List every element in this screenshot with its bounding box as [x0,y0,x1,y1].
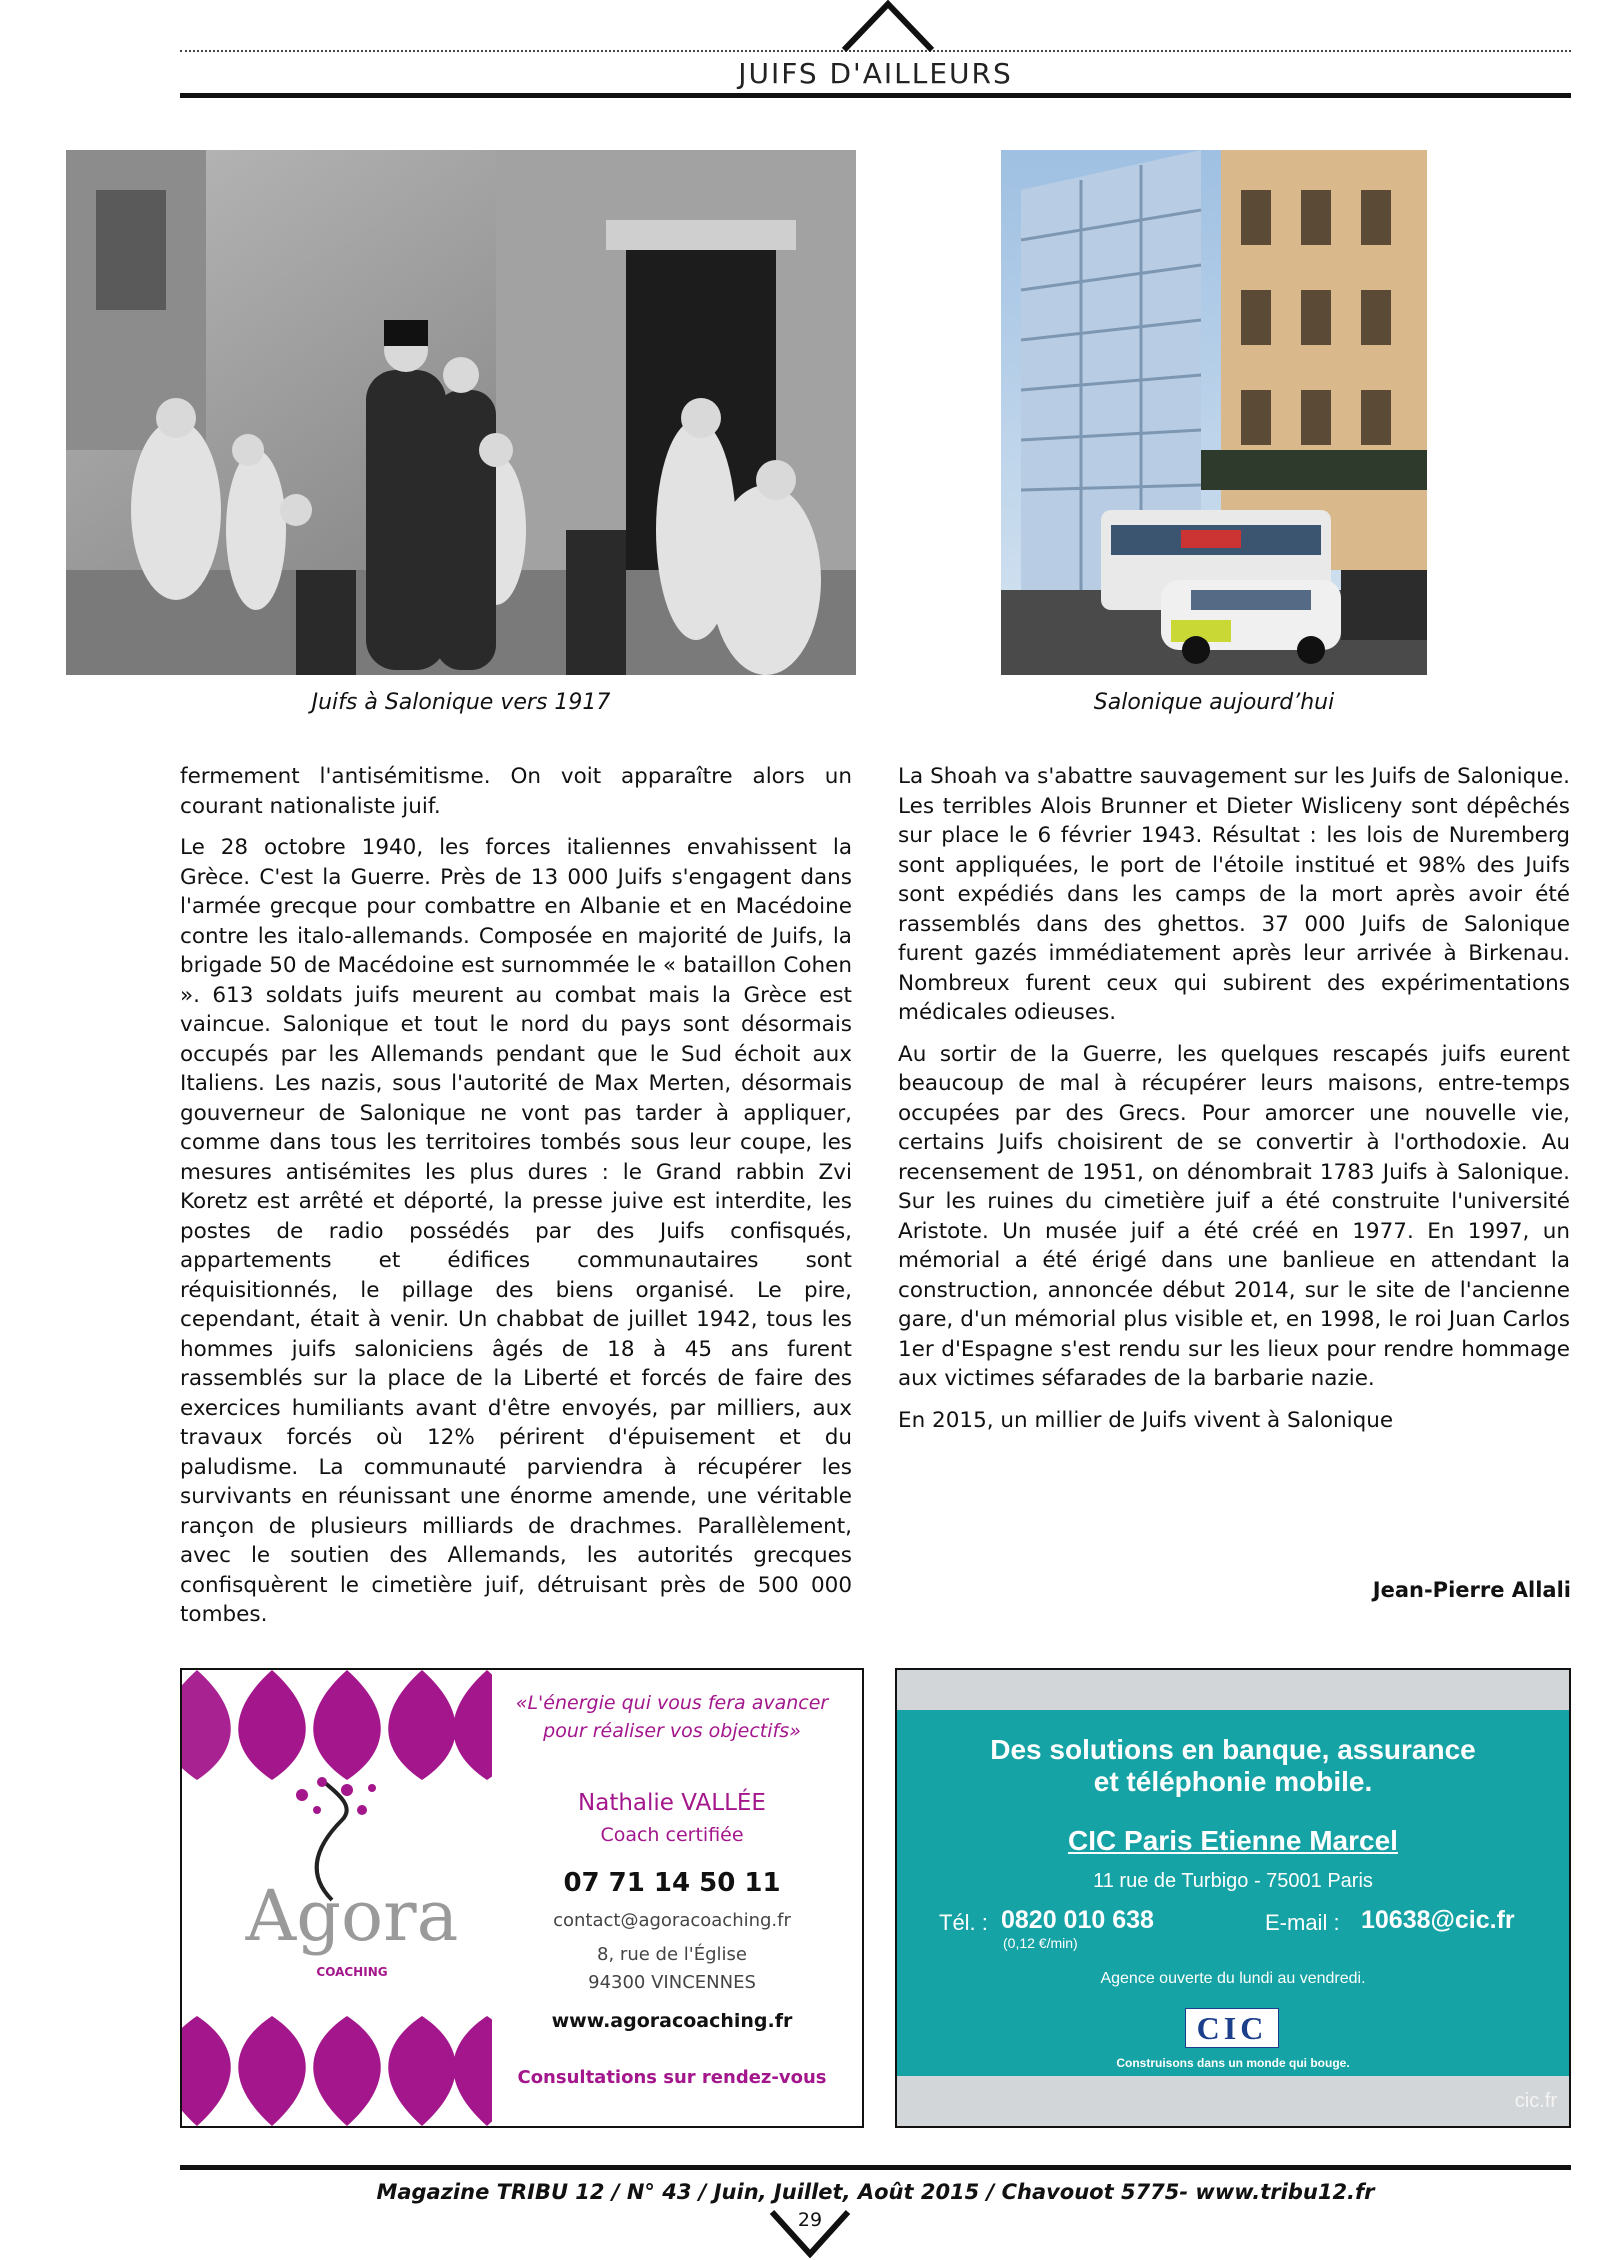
agora-quote-line1: «L'énergie qui vous fera avancer [515,1692,829,1714]
paragraph: fermement l'antisémitisme. On voit apparaître alors un courant nationaliste juif. [180,764,852,819]
cic-slogan: Construisons dans un monde qui bouge. [1116,2056,1350,2070]
agora-coaching-ad [180,1668,864,2128]
paragraph: Le 28 octobre 1940, les forces italiennes envahissent la Grèce. C'est la Guerre. Près de 13 000 Juifs s'engagent dans l'armée grecque pour combattre en Albanie et en Macédoine contre les italo-allemands. Composée en majorité de Juifs, la brigade 50 de Macédoine est surnommée le « bataillon Cohen ». 613 soldats juifs meurent au combat mais la Grèce est vaincue. Salonique et tout le nord du pays sont désormais occupés par les Allemands pendant que le Sud échoit aux Italiens. Les nazis, sous l'autorité de Max Merten, désormais gouverneur de Salonique ne vont pas tarder à appliquer, comme dans tous les territoires tombés sous leur coupe, les mesures antisémites les plus dures : le Grand rabbin Zvi Koretz est arrêté et déporté, la presse juive est interdite, les postes de radio possédés par des Juifs confisqués, appartements et édifices communautaires sont réquisitionnés, le pillage des biens organisé. Le pire, cependant, était à venir. Un chabbat de juillet 1942, tous les hommes juifs saloniciens âgés de 18 à 45 ans furent rassemblés sur la place de la Liberté et forcés de faire des exercices humiliants avant d'être envoyés, par milliers, aux travaux forcés où 12% périrent d'épuisement et du paludisme. La communauté parviendra à récupérer les survivants en réunissant une énorme amende, une véritable rançon de plusieurs milliards de drachmes. Parallèlement, avec le soutien des Allemands, les autorités grecques confisquèrent le cimetière juif, détruisant près de 500 000 tombes. [180,835,852,1627]
agora-name: Nathalie VALLÉE [578,1790,766,1816]
agora-quote-line2: pour réaliser vos objectifs» [543,1720,801,1742]
footer-rule [180,2165,1571,2170]
historic-photo-caption: Juifs à Salonique vers 1917 [311,690,611,715]
agora-address1: 8, rue de l'Église [597,1944,747,1965]
article-author: Jean-Pierre Allali [1372,1578,1571,1602]
agora-website: www.agoracoaching.fr [551,2010,793,2032]
agora-logo-text: Agora [245,1875,459,1957]
paragraph: La Shoah va s'abattre sauvagement sur les Juifs de Salonique. Les terribles Alois Brunner et Dieter Wisliceny sont dépêchés sur place le 6 février 1943. Résultat : les lois de Nuremberg sont appliquées, le port de l'étoile institué et 98% des Juifs sont expédiés dans les camps de la mort après avoir été rassemblés dans des ghettos. 37 000 Juifs de Salonique furent gazés immédiatement après leur arrivée à Birkenau. Nombreux furent ceux qui subirent des expérimentations médicales odieuses. [898,764,1570,1025]
agora-address2: 94300 VINCENNES [588,1972,756,1993]
article-right-column [898,762,1570,1447]
paragraph: Au sortir de la Guerre, les quelques rescapés juifs eurent beaucoup de mal à récupérer leurs maisons, entre-temps occupées par des Grecs. Pour amorcer une nouvelle vie, certains Juifs choisirent de se convertir à l'orthodoxie. Au recensement de 1951, on dénombrait 1783 Juifs à Salonique. Sur les ruines du cimetière juif a été construite l'université Aristote. Un musée juif a été créé en 1977. En 1997, un mémorial a été érigé dans une banlieue en attendant la construction, annoncée début 2014, sur le site de l'ancienne gare, d'un mémorial plus visible et, en 1998, le roi Juan Carlos 1er d'Espagne s'est rendu sur les lieux pour rendre hommage aux victimes séfarades de la barbarie nazie. [898,1041,1570,1391]
cic-logo-text: CIC [1196,2010,1268,2046]
cic-logo [1185,2008,1279,2048]
cic-address: 11 rue de Turbigo - 75001 Paris [1093,1870,1373,1892]
agora-contact-block [502,1670,842,2126]
agora-phone: 07 71 14 50 11 [563,1868,781,1898]
modern-photo [1001,150,1427,675]
agora-email: contact@agoracoaching.fr [553,1910,791,1931]
modern-photo-caption: Salonique aujourd’hui [1093,690,1335,715]
header-chevron-icon [840,0,936,52]
agora-role: Coach certifiée [600,1824,744,1846]
cic-tel-number: 0820 010 638 [1001,1906,1154,1934]
cic-agency-name: CIC Paris Etienne Marcel [1068,1825,1398,1856]
agora-logo [232,1875,472,1957]
paragraph: En 2015, un millier de Juifs vivent à Salonique [898,1407,1394,1433]
cic-email-label: E-mail : [1265,1910,1340,1935]
agora-note: Consultations sur rendez-vous [517,2067,827,2088]
cic-bank-ad [895,1668,1571,2128]
cic-tel-price: (0,12 €/min) [1003,1935,1078,1951]
article-left-column [180,762,852,1642]
cic-tel-label: Tél. : [939,1910,988,1935]
cic-email: 10638@cic.fr [1361,1906,1515,1934]
section-title: JUIFS D'AILLEURS [738,57,1013,90]
page-number: 29 [797,2209,823,2231]
cic-headline1: Des solutions en banque, assurance [990,1734,1476,1765]
cic-hours: Agence ouverte du lundi au vendredi. [1100,1970,1366,1987]
footer-magazine-line: Magazine TRIBU 12 / N° 43 / Juin, Juillet, Août 2015 / Chavouot 5775- www.tribu12.fr [376,2180,1375,2204]
agora-logo-sub: COACHING [316,1965,388,1979]
cic-site: cic.fr [1514,2090,1557,2112]
cic-headline2: et téléphonie mobile. [1093,1766,1373,1797]
historic-photo [66,150,856,675]
header-rule [180,93,1571,98]
